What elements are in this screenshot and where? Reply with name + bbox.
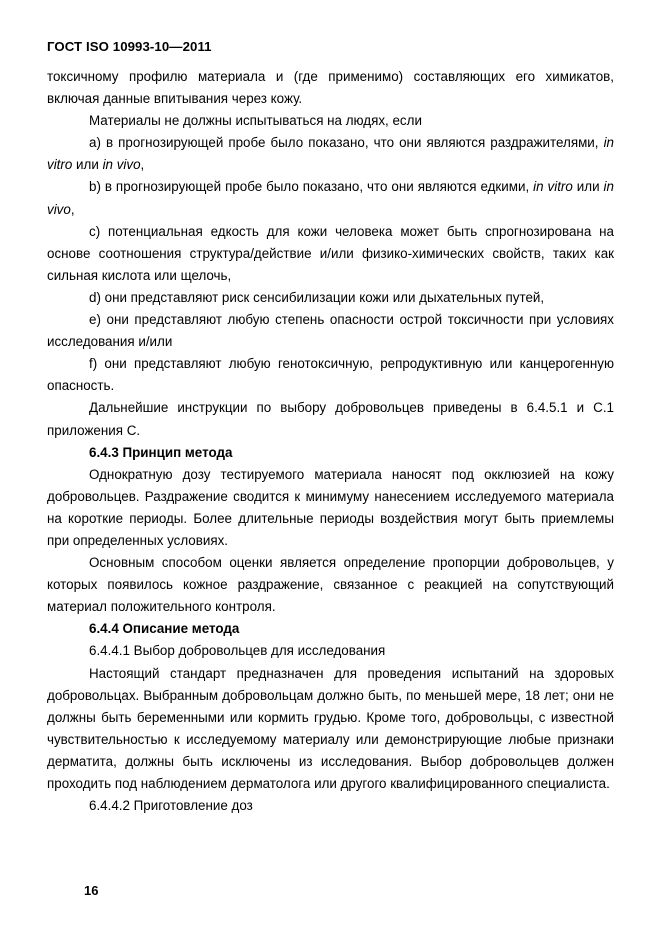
list-item-a xyxy=(47,132,614,176)
list-item-f: f) они представляют любую генотоксичную, репродуктивную или канцерогенную опасность. xyxy=(47,356,614,394)
page-number: 16 xyxy=(84,883,99,898)
paragraph: токсичному профилю материала и (где применимо) составляющих его химикатов, включая данные впитывания через кожу. xyxy=(47,69,614,107)
list-item-d: d) они представляют риск сенсибилизации кожи или дыхательных путей, xyxy=(89,289,545,305)
text: или xyxy=(76,157,99,173)
text: или xyxy=(576,179,600,195)
section-heading: 6.4.4 Описание метода xyxy=(89,621,240,637)
italic-term: in vitro xyxy=(533,179,573,195)
list-item-c: c) потенциальная едкость для кожи человека может быть спрогнозирована на основе соотношения структура/действие и/или физико-химических свойств, таких как сильная кислота или щелочь, xyxy=(47,223,614,283)
subsection-heading: 6.4.4.2 Приготовление доз xyxy=(89,798,253,814)
paragraph: Основным способом оценки является определение пропорции добровольцев, у которых появилось кожное раздражение, связанное с реакцией на сопутствующий материал положительного контроля. xyxy=(47,555,614,615)
subsection-heading: 6.4.4.1 Выбор добровольцев для исследования xyxy=(89,643,386,659)
list-item-e: e) они представляют любую степень опасности острой токсичности при условиях исследования и/или xyxy=(47,312,614,350)
document-body xyxy=(47,66,614,817)
paragraph: Однократную дозу тестируемого материала наносят под окклюзией на кожу добровольцев. Раздражение сводится к минимуму нанесением исследуемого материала на короткие периоды. Более длительные периоды воздействия могут быть приемлемы при определенных условиях. xyxy=(47,466,614,548)
section-heading: 6.4.3 Принцип метода xyxy=(89,444,233,460)
list-item-b xyxy=(47,176,614,220)
italic-term: in vivo xyxy=(102,157,141,173)
paragraph: Дальнейшие инструкции по выбору добровольцев приведены в 6.4.5.1 и С.1 приложения С. xyxy=(47,400,614,438)
text: a) в прогнозирующей пробе было показано, что они являются раздражителями, xyxy=(89,135,599,151)
text: , xyxy=(70,201,75,217)
paragraph: Настоящий стандарт предназначен для проведения испытаний на здоровых добровольцах. Выбранным добровольцам должно быть, по меньшей мере, 18 лет; они не должны быть беременными или кормить грудью. Кроме того, добровольцы, с известной чувствительностью к исследуемому материалу или демонстрирующие любые признаки дерматита, должны быть исключены из исследования. Выбор добровольцев должен проходить под наблюдением дерматолога или другого квалифицированного специалиста. xyxy=(47,665,614,791)
italic-term: in vivo xyxy=(47,179,614,217)
text: b) в прогнозирующей пробе было показано, что они являются едкими, xyxy=(89,179,530,195)
paragraph: Материалы не должны испытываться на людях, если xyxy=(89,113,422,129)
italic-term: in vitro xyxy=(47,135,614,173)
text: , xyxy=(140,157,145,173)
document-header: ГОСТ ISO 10993-10—2011 xyxy=(47,39,212,54)
